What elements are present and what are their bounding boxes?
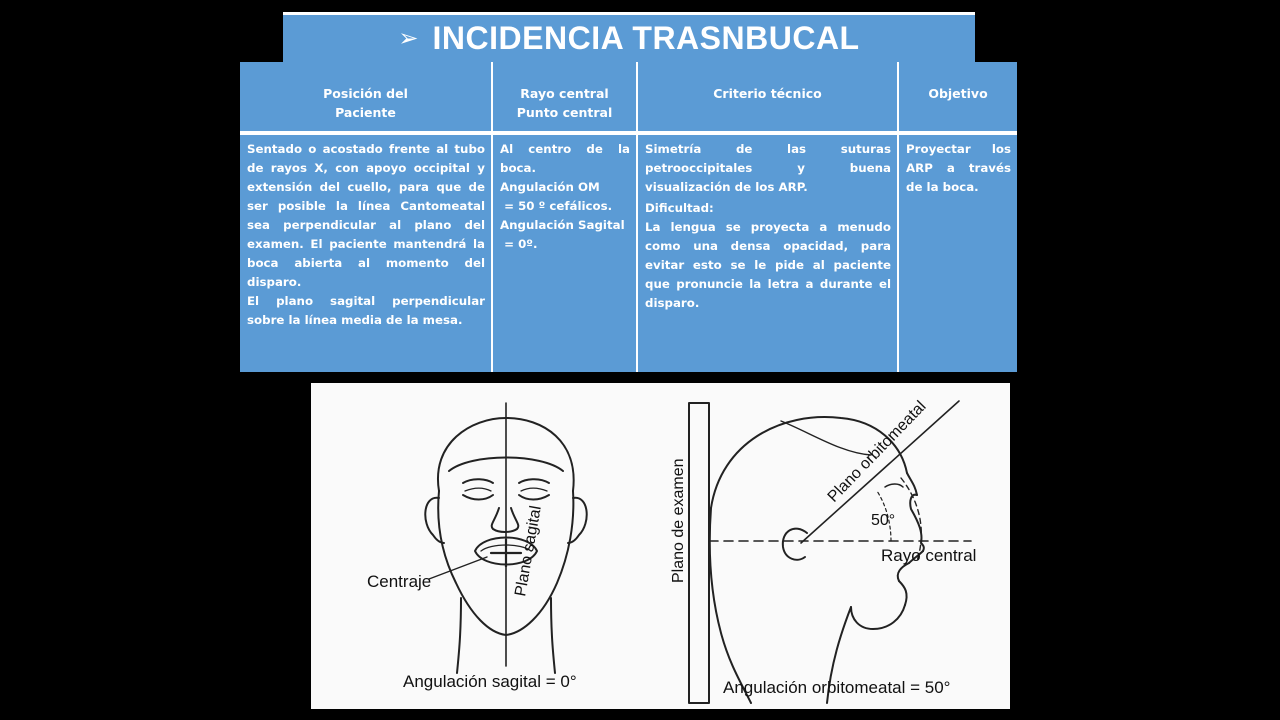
header-posicion [240,62,491,135]
technique-table [240,62,1017,372]
header-rayo-line2: Punto central [516,105,613,120]
rayo-line-3: = 50 º cefálicos. [500,199,613,213]
label-rayo-central: Rayo central [881,546,977,565]
label-angulacion-orbitomeatal: Angulación orbitomeatal = 50° [723,678,951,697]
header-posicion-line1: Posición del [323,86,408,101]
criterio-paragraph-3: La lengua se proyecta a menudo como una densa opacidad, para evitar esto se le pide al paciente que pronuncie la letra a durante el disparo. [645,220,891,310]
rayo-line-2: Angulación OM [500,180,600,194]
label-plano-orbitomeatal: Plano orbitomeatal [824,397,930,506]
cell-posicion [240,135,491,372]
header-rayo [491,62,636,135]
label-angle-50: 50° [871,512,896,529]
header-posicion-line2: Paciente [335,105,396,120]
cell-criterio [636,135,897,372]
rayo-line-4: Angulación Sagital [500,218,625,232]
cell-objetivo [897,135,1017,372]
header-rayo-line1: Rayo central [520,86,609,101]
objetivo-text: Proyectar los ARP a través de la boca. [906,142,1011,194]
posicion-paragraph-1: Sentado o acostado frente al tubo de rayos X, con apoyo occipital y extensión del cuello, para que de ser posible la línea Cantomeatal sea perpendicular al plano del examen. El paciente mantendrá la boca abierta al momento del disparo. [247,142,485,289]
criterio-paragraph-2: Dificultad: [645,201,714,215]
label-angulacion-sagital: Angulación sagital = 0° [403,672,577,691]
page-title: INCIDENCIA TRASNBUCAL [432,20,860,56]
label-plano-sagital: Plano sagital [512,504,545,598]
header-criterio: Criterio técnico [636,62,897,135]
rayo-line-1: Al centro de la boca. [500,142,630,175]
table-row [240,135,1017,372]
posicion-paragraph-2: El plano sagital perpendicular sobre la línea media de la mesa. [247,294,485,327]
header-objetivo: Objetivo [897,62,1017,135]
title-bar [283,12,975,62]
label-plano-examen: Plano de examen [670,458,687,583]
exam-plane-board [689,403,709,703]
table-header-row [240,62,1017,135]
criterio-paragraph-1: Simetría de las suturas petrooccipitales y buena visualización de los ARP. [645,142,891,194]
rayo-line-5: = 0º. [500,237,538,251]
cell-rayo [491,135,636,372]
positioning-diagram [311,383,1010,709]
centraje-pointer [429,557,487,579]
arrow-bullet-icon: ➢ [398,25,419,52]
label-centraje: Centraje [367,572,432,591]
